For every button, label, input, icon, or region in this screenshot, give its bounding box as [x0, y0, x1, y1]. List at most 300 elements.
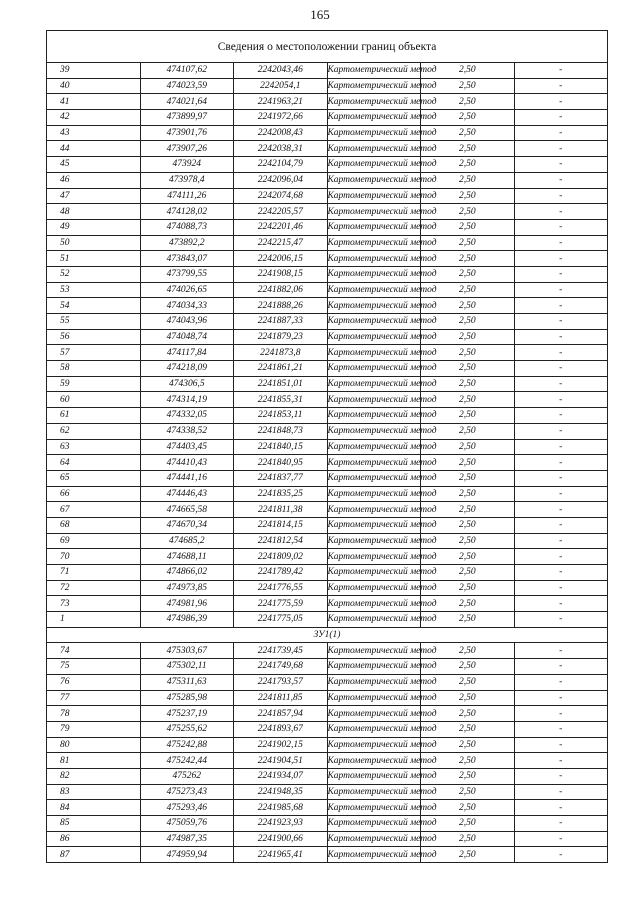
y-coordinate-cell: 2241789,42 — [234, 565, 328, 581]
x-coordinate-cell: 475059,76 — [140, 816, 234, 832]
note-cell: - — [514, 517, 608, 533]
table-row — [47, 125, 608, 141]
method-cell: Картометрический метод — [327, 768, 421, 784]
table-row — [47, 486, 608, 502]
method-cell: Картометрический метод — [327, 314, 421, 330]
table-row — [47, 800, 608, 816]
point-number-cell: 84 — [47, 800, 141, 816]
point-number-cell: 43 — [47, 125, 141, 141]
accuracy-cell: 2,50 — [421, 235, 515, 251]
method-cell: Картометрический метод — [327, 753, 421, 769]
accuracy-cell: 2,50 — [421, 251, 515, 267]
table-row — [47, 533, 608, 549]
point-number-cell: 74 — [47, 643, 141, 659]
y-coordinate-cell: 2241840,15 — [234, 439, 328, 455]
note-cell: - — [514, 502, 608, 518]
note-cell: - — [514, 314, 608, 330]
method-cell: Картометрический метод — [327, 188, 421, 204]
method-cell: Картометрический метод — [327, 565, 421, 581]
method-cell: Картометрический метод — [327, 235, 421, 251]
note-cell: - — [514, 470, 608, 486]
point-number-cell: 57 — [47, 345, 141, 361]
accuracy-cell: 2,50 — [421, 266, 515, 282]
x-coordinate-cell: 474685,2 — [140, 533, 234, 549]
method-cell: Картометрический метод — [327, 549, 421, 565]
note-cell: - — [514, 78, 608, 94]
method-cell: Картометрический метод — [327, 94, 421, 110]
x-coordinate-cell: 474441,16 — [140, 470, 234, 486]
y-coordinate-cell: 2242006,15 — [234, 251, 328, 267]
y-coordinate-cell: 2241775,59 — [234, 596, 328, 612]
accuracy-cell: 2,50 — [421, 847, 515, 863]
point-number-cell: 55 — [47, 314, 141, 330]
table-row — [47, 565, 608, 581]
method-cell: Картометрический метод — [327, 63, 421, 79]
note-cell: - — [514, 784, 608, 800]
table-row — [47, 768, 608, 784]
table-row — [47, 298, 608, 314]
y-coordinate-cell: 2241793,57 — [234, 674, 328, 690]
point-number-cell: 67 — [47, 502, 141, 518]
accuracy-cell: 2,50 — [421, 784, 515, 800]
accuracy-cell: 2,50 — [421, 298, 515, 314]
table-row — [47, 816, 608, 832]
y-coordinate-cell: 2241811,85 — [234, 690, 328, 706]
x-coordinate-cell: 474117,84 — [140, 345, 234, 361]
note-cell: - — [514, 157, 608, 173]
table-row — [47, 141, 608, 157]
x-coordinate-cell: 475303,67 — [140, 643, 234, 659]
point-number-cell: 62 — [47, 423, 141, 439]
point-number-cell: 39 — [47, 63, 141, 79]
point-number-cell: 72 — [47, 580, 141, 596]
table-row — [47, 408, 608, 424]
note-cell: - — [514, 706, 608, 722]
y-coordinate-cell: 2241857,94 — [234, 706, 328, 722]
point-number-cell: 76 — [47, 674, 141, 690]
accuracy-cell: 2,50 — [421, 63, 515, 79]
method-cell: Картометрический метод — [327, 455, 421, 471]
method-cell: Картометрический метод — [327, 706, 421, 722]
point-number-cell: 86 — [47, 831, 141, 847]
x-coordinate-cell: 474306,5 — [140, 376, 234, 392]
y-coordinate-cell: 2241851,01 — [234, 376, 328, 392]
note-cell: - — [514, 298, 608, 314]
table-row — [47, 596, 608, 612]
table-row — [47, 659, 608, 675]
point-number-cell: 73 — [47, 596, 141, 612]
point-number-cell: 64 — [47, 455, 141, 471]
point-number-cell: 58 — [47, 361, 141, 377]
note-cell: - — [514, 282, 608, 298]
table-row — [47, 470, 608, 486]
note-cell: - — [514, 125, 608, 141]
point-number-cell: 60 — [47, 392, 141, 408]
accuracy-cell: 2,50 — [421, 674, 515, 690]
table-row — [47, 423, 608, 439]
method-cell: Картометрический метод — [327, 580, 421, 596]
point-number-cell: 85 — [47, 816, 141, 832]
accuracy-cell: 2,50 — [421, 800, 515, 816]
table-row — [47, 706, 608, 722]
page-number: 165 — [310, 7, 330, 22]
y-coordinate-cell: 2241902,15 — [234, 737, 328, 753]
point-number-cell: 70 — [47, 549, 141, 565]
accuracy-cell: 2,50 — [421, 643, 515, 659]
y-coordinate-cell: 2242201,46 — [234, 219, 328, 235]
point-number-cell: 83 — [47, 784, 141, 800]
y-coordinate-cell: 2241948,35 — [234, 784, 328, 800]
accuracy-cell: 2,50 — [421, 502, 515, 518]
note-cell: - — [514, 408, 608, 424]
method-cell: Картометрический метод — [327, 219, 421, 235]
table-row — [47, 737, 608, 753]
x-coordinate-cell: 475242,44 — [140, 753, 234, 769]
y-coordinate-cell: 2241888,26 — [234, 298, 328, 314]
y-coordinate-cell: 2241882,06 — [234, 282, 328, 298]
method-cell: Картометрический метод — [327, 831, 421, 847]
x-coordinate-cell: 474111,26 — [140, 188, 234, 204]
point-number-cell: 78 — [47, 706, 141, 722]
accuracy-cell: 2,50 — [421, 517, 515, 533]
x-coordinate-cell: 474986,39 — [140, 612, 234, 628]
accuracy-cell: 2,50 — [421, 157, 515, 173]
note-cell: - — [514, 439, 608, 455]
note-cell: - — [514, 674, 608, 690]
y-coordinate-cell: 2241775,05 — [234, 612, 328, 628]
y-coordinate-cell: 2242038,31 — [234, 141, 328, 157]
method-cell: Картометрический метод — [327, 800, 421, 816]
note-cell: - — [514, 219, 608, 235]
note-cell: - — [514, 659, 608, 675]
x-coordinate-cell: 474043,96 — [140, 314, 234, 330]
x-coordinate-cell: 474665,58 — [140, 502, 234, 518]
method-cell: Картометрический метод — [327, 847, 421, 863]
note-cell: - — [514, 188, 608, 204]
accuracy-cell: 2,50 — [421, 831, 515, 847]
point-number-cell: 66 — [47, 486, 141, 502]
table-row — [47, 721, 608, 737]
accuracy-cell: 2,50 — [421, 110, 515, 126]
y-coordinate-cell: 2241965,41 — [234, 847, 328, 863]
method-cell: Картометрический метод — [327, 110, 421, 126]
accuracy-cell: 2,50 — [421, 94, 515, 110]
y-coordinate-cell: 2241893,67 — [234, 721, 328, 737]
point-number-cell: 80 — [47, 737, 141, 753]
point-number-cell: 42 — [47, 110, 141, 126]
note-cell: - — [514, 612, 608, 628]
accuracy-cell: 2,50 — [421, 816, 515, 832]
note-cell: - — [514, 94, 608, 110]
section-label: ЗУ1(1) — [47, 627, 608, 643]
table-row — [47, 345, 608, 361]
method-cell: Картометрический метод — [327, 486, 421, 502]
accuracy-cell: 2,50 — [421, 188, 515, 204]
x-coordinate-cell: 473799,55 — [140, 266, 234, 282]
table-row — [47, 251, 608, 267]
note-cell: - — [514, 266, 608, 282]
table-row — [47, 188, 608, 204]
table-row — [47, 549, 608, 565]
method-cell: Картометрический метод — [327, 157, 421, 173]
point-number-cell: 41 — [47, 94, 141, 110]
note-cell: - — [514, 329, 608, 345]
note-cell: - — [514, 204, 608, 220]
table-row — [47, 376, 608, 392]
x-coordinate-cell: 474981,96 — [140, 596, 234, 612]
point-number-cell: 49 — [47, 219, 141, 235]
method-cell: Картометрический метод — [327, 408, 421, 424]
accuracy-cell: 2,50 — [421, 314, 515, 330]
method-cell: Картометрический метод — [327, 502, 421, 518]
point-number-cell: 50 — [47, 235, 141, 251]
y-coordinate-cell: 2241985,68 — [234, 800, 328, 816]
table-row — [47, 204, 608, 220]
note-cell: - — [514, 361, 608, 377]
x-coordinate-cell: 475262 — [140, 768, 234, 784]
accuracy-cell: 2,50 — [421, 423, 515, 439]
accuracy-cell: 2,50 — [421, 706, 515, 722]
method-cell: Картометрический метод — [327, 721, 421, 737]
point-number-cell: 44 — [47, 141, 141, 157]
method-cell: Картометрический метод — [327, 78, 421, 94]
x-coordinate-cell: 473924 — [140, 157, 234, 173]
y-coordinate-cell: 2241879,23 — [234, 329, 328, 345]
point-number-cell: 68 — [47, 517, 141, 533]
note-cell: - — [514, 847, 608, 863]
note-cell: - — [514, 455, 608, 471]
method-cell: Картометрический метод — [327, 376, 421, 392]
table-row — [47, 674, 608, 690]
y-coordinate-cell: 2242104,79 — [234, 157, 328, 173]
note-cell: - — [514, 235, 608, 251]
accuracy-cell: 2,50 — [421, 282, 515, 298]
table-row — [47, 690, 608, 706]
y-coordinate-cell: 2241837,77 — [234, 470, 328, 486]
accuracy-cell: 2,50 — [421, 204, 515, 220]
point-number-cell: 54 — [47, 298, 141, 314]
note-cell: - — [514, 533, 608, 549]
note-cell: - — [514, 376, 608, 392]
x-coordinate-cell: 475311,63 — [140, 674, 234, 690]
method-cell: Картометрический метод — [327, 643, 421, 659]
x-coordinate-cell: 474959,94 — [140, 847, 234, 863]
accuracy-cell: 2,50 — [421, 596, 515, 612]
y-coordinate-cell: 2241861,21 — [234, 361, 328, 377]
table-row — [47, 502, 608, 518]
x-coordinate-cell: 474218,09 — [140, 361, 234, 377]
note-cell: - — [514, 172, 608, 188]
method-cell: Картометрический метод — [327, 596, 421, 612]
accuracy-cell: 2,50 — [421, 361, 515, 377]
point-number-cell: 48 — [47, 204, 141, 220]
point-number-cell: 81 — [47, 753, 141, 769]
point-number-cell: 79 — [47, 721, 141, 737]
point-number-cell: 87 — [47, 847, 141, 863]
table-row — [47, 753, 608, 769]
note-cell: - — [514, 63, 608, 79]
x-coordinate-cell: 474987,35 — [140, 831, 234, 847]
point-number-cell: 52 — [47, 266, 141, 282]
boundary-table — [46, 30, 608, 863]
table-row — [47, 63, 608, 79]
table-row — [47, 517, 608, 533]
table-row — [47, 439, 608, 455]
note-cell: - — [514, 737, 608, 753]
y-coordinate-cell: 2241900,66 — [234, 831, 328, 847]
y-coordinate-cell: 2241840,95 — [234, 455, 328, 471]
point-number-cell: 47 — [47, 188, 141, 204]
x-coordinate-cell: 475242,88 — [140, 737, 234, 753]
x-coordinate-cell: 475273,43 — [140, 784, 234, 800]
x-coordinate-cell: 473843,07 — [140, 251, 234, 267]
note-cell: - — [514, 768, 608, 784]
note-cell: - — [514, 423, 608, 439]
table-row — [47, 314, 608, 330]
accuracy-cell: 2,50 — [421, 78, 515, 94]
method-cell: Картометрический метод — [327, 172, 421, 188]
y-coordinate-cell: 2241776,55 — [234, 580, 328, 596]
x-coordinate-cell: 475302,11 — [140, 659, 234, 675]
note-cell: - — [514, 753, 608, 769]
point-number-cell: 61 — [47, 408, 141, 424]
point-number-cell: 77 — [47, 690, 141, 706]
section-row — [47, 627, 608, 643]
x-coordinate-cell: 474866,02 — [140, 565, 234, 581]
table-row — [47, 219, 608, 235]
x-coordinate-cell: 473907,26 — [140, 141, 234, 157]
x-coordinate-cell: 474088,73 — [140, 219, 234, 235]
method-cell: Картометрический метод — [327, 125, 421, 141]
x-coordinate-cell: 474314,19 — [140, 392, 234, 408]
accuracy-cell: 2,50 — [421, 329, 515, 345]
method-cell: Картометрический метод — [327, 612, 421, 628]
table-title: Сведения о местоположении границ объекта — [47, 31, 608, 63]
y-coordinate-cell: 2241812,54 — [234, 533, 328, 549]
point-number-cell: 69 — [47, 533, 141, 549]
method-cell: Картометрический метод — [327, 298, 421, 314]
note-cell: - — [514, 565, 608, 581]
y-coordinate-cell: 2242054,1 — [234, 78, 328, 94]
note-cell: - — [514, 392, 608, 408]
accuracy-cell: 2,50 — [421, 455, 515, 471]
point-number-cell: 63 — [47, 439, 141, 455]
note-cell: - — [514, 486, 608, 502]
note-cell: - — [514, 643, 608, 659]
point-number-cell: 75 — [47, 659, 141, 675]
y-coordinate-cell: 2242215,47 — [234, 235, 328, 251]
y-coordinate-cell: 2241904,51 — [234, 753, 328, 769]
point-number-cell: 56 — [47, 329, 141, 345]
method-cell: Картометрический метод — [327, 517, 421, 533]
table-row — [47, 266, 608, 282]
point-number-cell: 71 — [47, 565, 141, 581]
table-row — [47, 455, 608, 471]
point-number-cell: 1 — [47, 612, 141, 628]
accuracy-cell: 2,50 — [421, 345, 515, 361]
x-coordinate-cell: 474023,59 — [140, 78, 234, 94]
accuracy-cell: 2,50 — [421, 768, 515, 784]
point-number-cell: 46 — [47, 172, 141, 188]
x-coordinate-cell: 474128,02 — [140, 204, 234, 220]
accuracy-cell: 2,50 — [421, 737, 515, 753]
accuracy-cell: 2,50 — [421, 659, 515, 675]
table-row — [47, 235, 608, 251]
y-coordinate-cell: 2241923,93 — [234, 816, 328, 832]
y-coordinate-cell: 2241739,45 — [234, 643, 328, 659]
y-coordinate-cell: 2241855,31 — [234, 392, 328, 408]
accuracy-cell: 2,50 — [421, 376, 515, 392]
accuracy-cell: 2,50 — [421, 172, 515, 188]
x-coordinate-cell: 474410,43 — [140, 455, 234, 471]
accuracy-cell: 2,50 — [421, 141, 515, 157]
table-row — [47, 612, 608, 628]
point-number-cell: 45 — [47, 157, 141, 173]
y-coordinate-cell: 2241848,73 — [234, 423, 328, 439]
x-coordinate-cell: 474021,64 — [140, 94, 234, 110]
note-cell: - — [514, 721, 608, 737]
table-row — [47, 361, 608, 377]
accuracy-cell: 2,50 — [421, 565, 515, 581]
note-cell: - — [514, 831, 608, 847]
table-row — [47, 847, 608, 863]
x-coordinate-cell: 473901,76 — [140, 125, 234, 141]
method-cell: Картометрический метод — [327, 784, 421, 800]
y-coordinate-cell: 2242074,68 — [234, 188, 328, 204]
x-coordinate-cell: 474446,43 — [140, 486, 234, 502]
method-cell: Картометрический метод — [327, 251, 421, 267]
method-cell: Картометрический метод — [327, 266, 421, 282]
accuracy-cell: 2,50 — [421, 721, 515, 737]
x-coordinate-cell: 474026,65 — [140, 282, 234, 298]
y-coordinate-cell: 2242205,57 — [234, 204, 328, 220]
x-coordinate-cell: 474688,11 — [140, 549, 234, 565]
accuracy-cell: 2,50 — [421, 612, 515, 628]
table-row — [47, 831, 608, 847]
note-cell: - — [514, 251, 608, 267]
method-cell: Картометрический метод — [327, 690, 421, 706]
point-number-cell: 53 — [47, 282, 141, 298]
accuracy-cell: 2,50 — [421, 533, 515, 549]
x-coordinate-cell: 473978,4 — [140, 172, 234, 188]
y-coordinate-cell: 2241887,33 — [234, 314, 328, 330]
accuracy-cell: 2,50 — [421, 580, 515, 596]
method-cell: Картометрический метод — [327, 533, 421, 549]
accuracy-cell: 2,50 — [421, 439, 515, 455]
method-cell: Картометрический метод — [327, 737, 421, 753]
y-coordinate-cell: 2242008,43 — [234, 125, 328, 141]
accuracy-cell: 2,50 — [421, 753, 515, 769]
accuracy-cell: 2,50 — [421, 408, 515, 424]
y-coordinate-cell: 2241809,02 — [234, 549, 328, 565]
method-cell: Картометрический метод — [327, 816, 421, 832]
method-cell: Картометрический метод — [327, 470, 421, 486]
x-coordinate-cell: 474973,85 — [140, 580, 234, 596]
x-coordinate-cell: 473899,97 — [140, 110, 234, 126]
table-row — [47, 94, 608, 110]
point-number-cell: 51 — [47, 251, 141, 267]
y-coordinate-cell: 2241934,07 — [234, 768, 328, 784]
table-row — [47, 157, 608, 173]
note-cell: - — [514, 549, 608, 565]
y-coordinate-cell: 2241811,38 — [234, 502, 328, 518]
x-coordinate-cell: 475255,62 — [140, 721, 234, 737]
y-coordinate-cell: 2241853,11 — [234, 408, 328, 424]
note-cell: - — [514, 141, 608, 157]
method-cell: Картометрический метод — [327, 141, 421, 157]
y-coordinate-cell: 2241873,8 — [234, 345, 328, 361]
x-coordinate-cell: 474332,05 — [140, 408, 234, 424]
